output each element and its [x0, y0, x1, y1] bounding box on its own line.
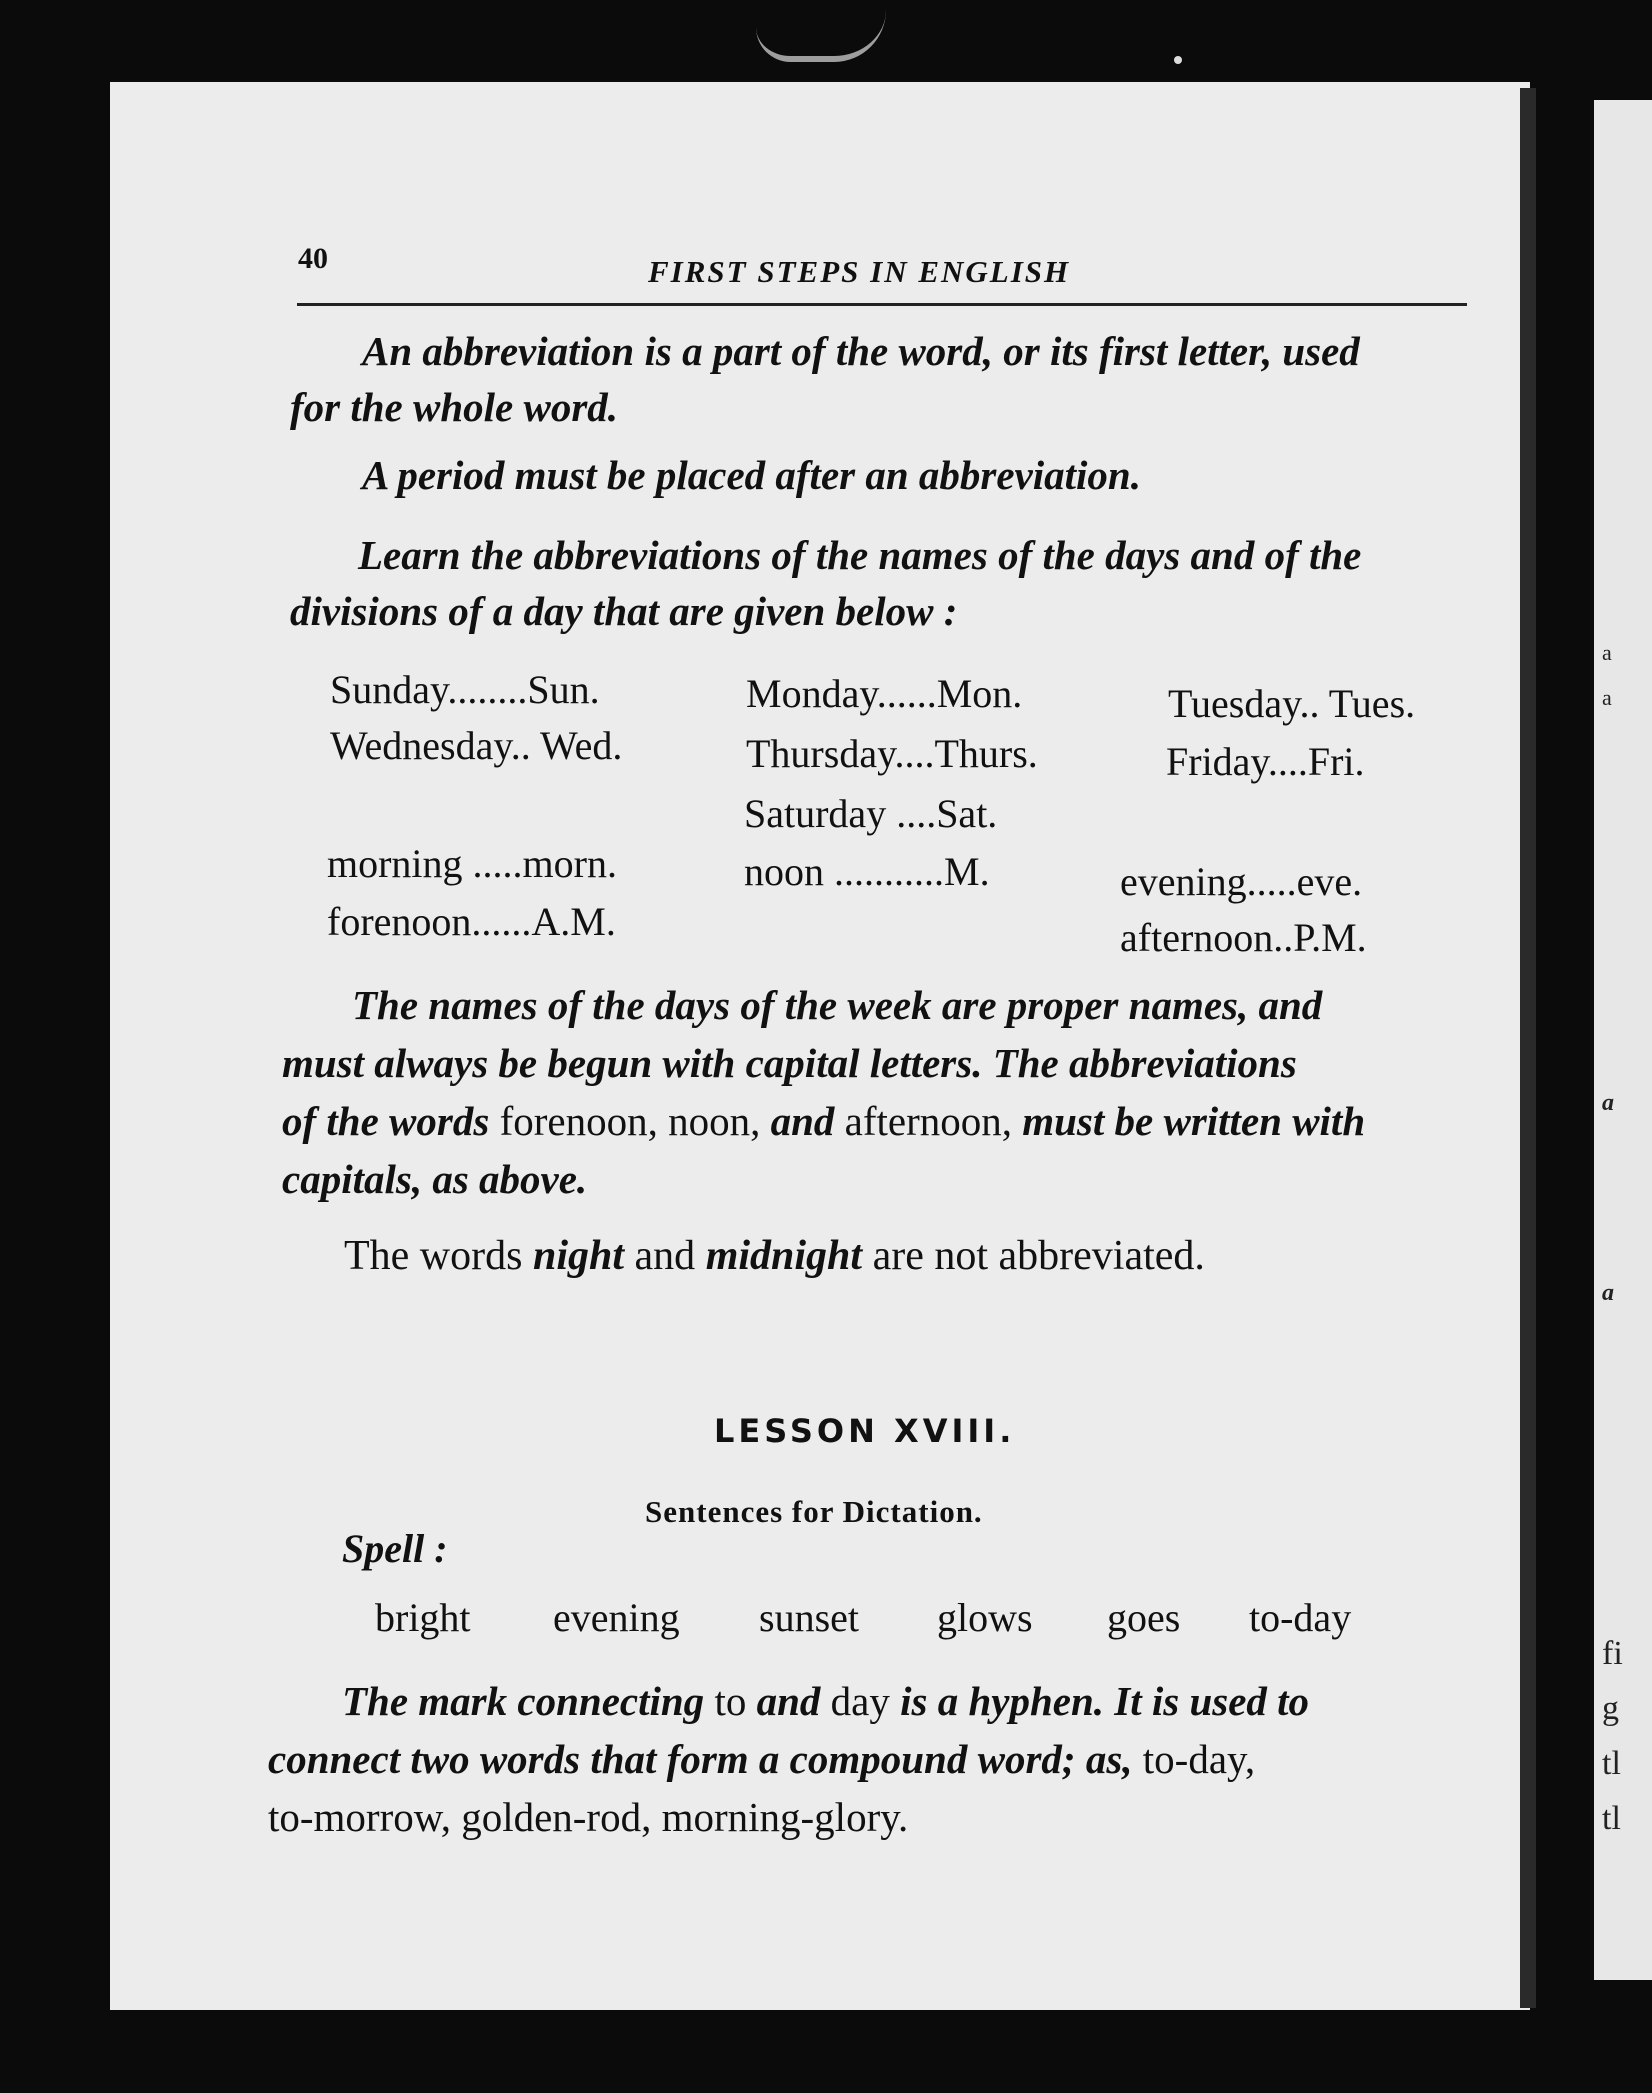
hyphen-text: is a hyphen. It is used to [900, 1678, 1310, 1724]
definition-line: An abbreviation is a part of the word, or its first letter, used [362, 328, 1360, 374]
abbr-monday: Monday......Mon. [746, 671, 1023, 716]
facing-fragment: g [1602, 1690, 1619, 1727]
abbr-noon: noon ...........M. [744, 849, 990, 894]
hyphen-text: to-day, [1142, 1736, 1256, 1782]
learn-line: Learn the abbreviations of the names of the days and of the [358, 532, 1362, 578]
hyphen-text: to [714, 1678, 747, 1724]
facing-fragment: a [1602, 1280, 1614, 1306]
abbr-saturday: Saturday ....Sat. [744, 791, 998, 836]
abbr-forenoon: forenoon......A.M. [327, 899, 616, 944]
abbr-afternoon: afternoon..P.M. [1120, 915, 1367, 960]
night-note-text: and [634, 1233, 696, 1279]
abbr-thursday: Thursday....Thurs. [746, 731, 1038, 776]
hyphen-paragraph [268, 1672, 1309, 1846]
abbr-evening: evening.....eve. [1120, 859, 1363, 904]
spell-word: to-day [1249, 1595, 1352, 1640]
lesson-subtitle: Sentences for Dictation. [645, 1494, 983, 1529]
night-note-text: are not abbreviated. [872, 1233, 1205, 1279]
running-title: FIRST STEPS IN ENGLISH [648, 254, 1071, 289]
abbr-sunday: Sunday........Sun. [330, 667, 600, 712]
spell-word: bright [375, 1595, 471, 1640]
scan-speck [1174, 56, 1182, 64]
hyphen-line: to-morrow, golden-rod, morning-glory. [268, 1794, 909, 1840]
abbr-tuesday: Tuesday.. Tues. [1168, 681, 1416, 726]
definition-line: for the whole word. [290, 384, 619, 430]
definition-paragraph [290, 323, 1360, 435]
proper-names-line: The names of the days of the week are proper names, and [352, 982, 1323, 1028]
spell-word: sunset [759, 1595, 859, 1640]
learn-line: divisions of a day that are given below : [290, 588, 958, 634]
spell-word: glows [937, 1595, 1033, 1640]
scan-smudge [756, 10, 886, 62]
hyphen-text: and [756, 1678, 821, 1724]
page-number: 40 [298, 242, 328, 275]
facing-fragment: a [1602, 1090, 1614, 1116]
proper-names-line [282, 1092, 1365, 1150]
hyphen-line [268, 1730, 1309, 1788]
period-rule: A period must be placed after an abbreviation. [362, 452, 1141, 498]
abbr-friday: Friday....Fri. [1166, 739, 1365, 784]
hyphen-text: day [830, 1678, 890, 1724]
hyphen-text: The mark connecting [342, 1678, 705, 1724]
proper-names-text: of the words [282, 1098, 490, 1144]
lesson-title: LESSON XVIII. [714, 1412, 1016, 1450]
facing-fragment: fi [1602, 1635, 1623, 1672]
proper-names-line: capitals, as above. [282, 1156, 588, 1202]
facing-fragment: tl [1602, 1745, 1621, 1782]
night-note-text: night [532, 1233, 625, 1279]
proper-names-line: must always be begun with capital letters. The abbreviations [282, 1040, 1297, 1086]
night-note-text: midnight [705, 1233, 863, 1279]
hyphen-text: connect two words that form a compound word; as, [268, 1736, 1133, 1782]
hyphen-line [268, 1672, 1309, 1730]
learn-paragraph [290, 527, 1361, 639]
proper-names-text: and [770, 1098, 835, 1144]
abbr-morning: morning .....morn. [327, 841, 617, 886]
facing-fragment: a [1602, 640, 1612, 665]
night-note [344, 1232, 1205, 1280]
proper-names-text: afternoon, [844, 1098, 1012, 1144]
proper-names-text: must be written with [1022, 1098, 1366, 1144]
proper-names-text: forenoon, noon, [499, 1098, 761, 1144]
night-note-text: The words [344, 1233, 523, 1279]
facing-fragment: tl [1602, 1800, 1621, 1837]
page-gutter [1520, 88, 1536, 2008]
facing-fragment: a [1602, 685, 1612, 710]
spell-word: evening [553, 1595, 680, 1640]
header-rule [297, 303, 1467, 306]
proper-names-paragraph [282, 976, 1365, 1208]
spell-label: Spell : [342, 1526, 448, 1571]
facing-page [1594, 100, 1652, 1980]
abbr-wednesday: Wednesday.. Wed. [330, 723, 623, 768]
spell-word: goes [1107, 1595, 1181, 1640]
